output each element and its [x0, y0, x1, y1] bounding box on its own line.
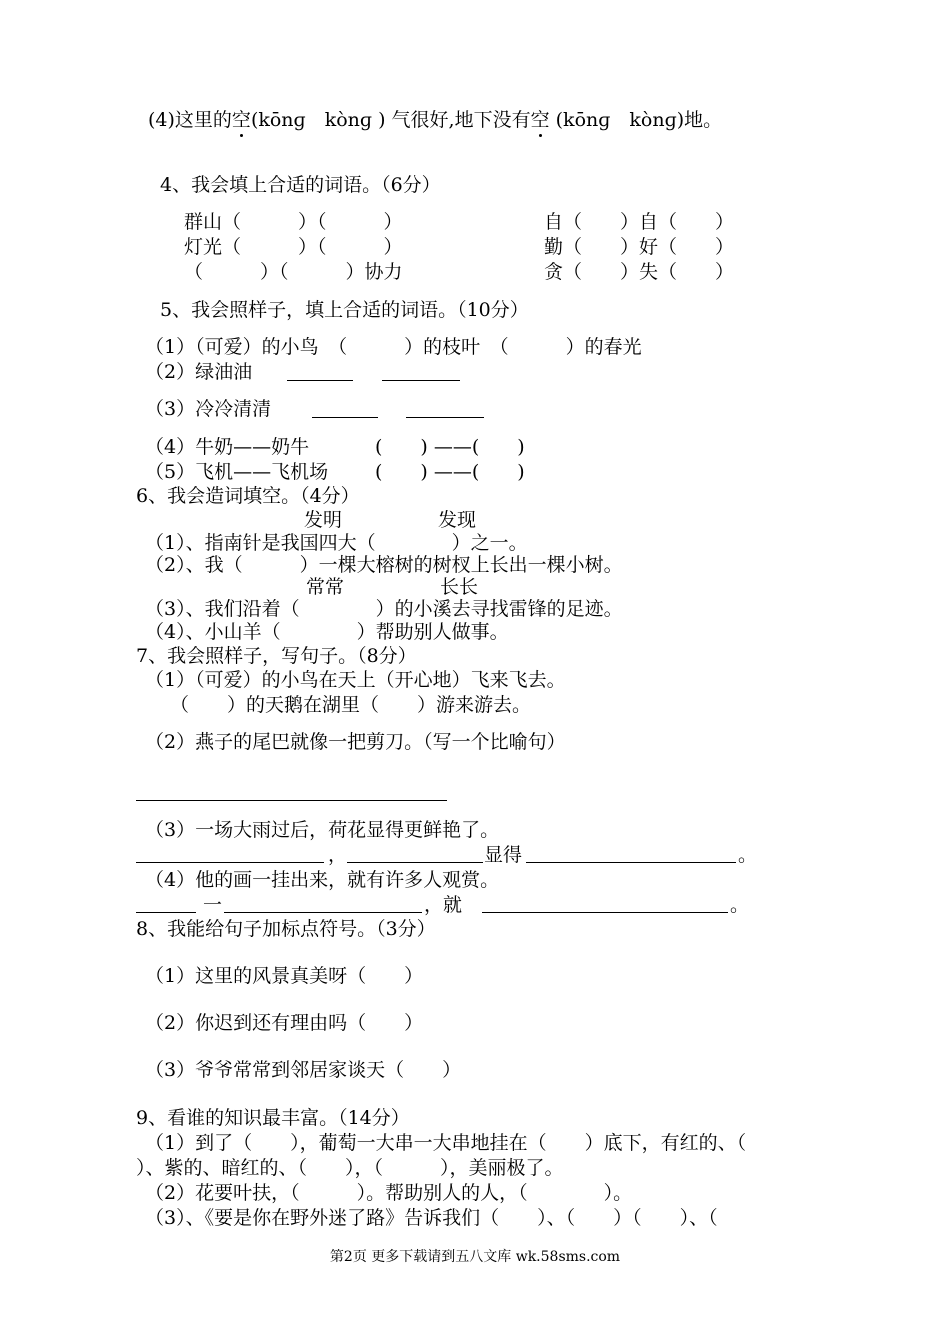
answer-line: [312, 417, 378, 418]
q4-right-1: 自（ ）自（ ）: [544, 211, 735, 233]
q7-item-4: （4）他的画一挂出来，就有许多人观赏。: [145, 869, 500, 891]
q5-title: 5、我会照样子，填上合适的词语。（10分）: [160, 299, 529, 321]
q8-item-1: （1）这里的风景真美呀（ ）: [145, 965, 424, 987]
q3-item-4-text-b: (kōnɡ kònɡ ) 气很好,地下没有: [250, 109, 531, 131]
answer-line: [224, 912, 422, 913]
q9-title: 9、看谁的知识最丰富。（14分）: [136, 1107, 410, 1129]
q9-item-2: （2）花要叶扶，（ ）。帮助别人的人，（ ）。: [145, 1182, 633, 1204]
dotted-char: 空: [530, 109, 550, 131]
q3-item-4-text-a: (4)这里的: [148, 109, 232, 131]
q6-word-3: 常常: [306, 576, 345, 598]
q7-item-3-comma: ，: [328, 844, 348, 866]
q7-item-3-xiande: 显得: [484, 844, 523, 866]
q5-item-4-blank: ( ) ——( ): [375, 436, 525, 458]
q8-item-3: （3）爷爷常常到邻居家谈天（ ）: [145, 1059, 462, 1081]
q9-item-3: （3）、《要是你在野外迷了路》告诉我们（ ）、（ ）（ ）、（: [145, 1207, 718, 1229]
q7-item-1: （1）（可爱）的小鸟在天上（开心地）飞来飞去。: [145, 669, 566, 691]
q7-item-1-answer: （ ）的天鹅在湖里（ ）游来游去。: [170, 694, 532, 716]
q9-item-1-cont: ）、紫的、暗红的、（ ），（ ），美丽极了。: [136, 1157, 564, 1179]
answer-line: [347, 862, 483, 863]
q7-item-2: （2）燕子的尾巴就像一把剪刀。（写一个比喻句）: [145, 731, 566, 753]
q6-item-4: （4）、小山羊（ ）帮助别人做事。: [145, 621, 509, 643]
q5-item-2: （2）绿油油: [145, 361, 253, 383]
q6-title: 6、我会造词填空。（4分）: [136, 485, 360, 507]
q4-left-2: 灯光（ ）（ ）: [184, 236, 403, 258]
q7-title: 7、我会照样子，写句子。（8分）: [136, 645, 417, 667]
q5-item-5: （5）飞机——飞机场: [145, 461, 329, 483]
q6-item-3: （3）、我们沿着（ ）的小溪去寻找雷锋的足迹。: [145, 598, 623, 620]
q7-item-4-yi: 一: [203, 894, 223, 916]
q9-item-1: （1）到了（ ），葡萄一大串一大串地挂在（ ）底下，有红的、（: [145, 1132, 747, 1154]
answer-line: [136, 862, 324, 863]
q5-item-5-blank: ( ) ——( ): [375, 461, 525, 483]
answer-line: [136, 800, 447, 801]
q3-item-4-text-c: (kōnɡ kònɡ)地。: [549, 109, 723, 131]
answer-line: [482, 912, 728, 913]
q4-left-1: 群山（ ）（ ）: [184, 211, 403, 233]
page-footer: 第2页 更多下载请到五八文库 wk.58sms.com: [329, 1249, 621, 1265]
q6-word-4: 长长: [440, 576, 479, 598]
q6-item-1: （1）、指南针是我国四大（ ）之一。: [145, 532, 528, 554]
dotted-char: 空: [231, 109, 251, 131]
q4-left-3: （ ）（ ）协力: [184, 261, 403, 283]
answer-line: [526, 862, 736, 863]
q6-word-1: 发明: [304, 509, 343, 531]
q5-item-4: （4）牛奶——奶牛: [145, 436, 310, 458]
q7-item-4-jiu: ，就: [424, 894, 463, 916]
answer-line: [406, 417, 484, 418]
answer-line: [287, 380, 353, 381]
answer-line: [136, 912, 196, 913]
q3-item-4: [148, 108, 722, 132]
q4-title: 4、我会填上合适的词语。（6分）: [160, 174, 441, 196]
q8-title: 8、我能给句子加标点符号。（3分）: [136, 918, 436, 940]
q4-right-2: 勤（ ）好（ ）: [544, 236, 735, 258]
q7-item-4-period: 。: [730, 894, 750, 916]
q7-item-3: （3）一场大雨过后，荷花显得更鲜艳了。: [145, 819, 500, 841]
q5-item-3: （3）冷冷清清: [145, 398, 272, 420]
q8-item-2: （2）你迟到还有理由吗（ ）: [145, 1012, 424, 1034]
answer-line: [382, 380, 460, 381]
q7-item-3-period: 。: [738, 844, 758, 866]
q4-right-3: 贪（ ）失（ ）: [544, 261, 735, 283]
q6-item-2: （2）、我（ ）一棵大榕树的树杈上长出一棵小树。: [145, 554, 623, 576]
q6-word-2: 发现: [438, 509, 477, 531]
q5-item-1: （1）（可爱）的小鸟 （ ）的枝叶 （ ）的春光: [145, 336, 642, 358]
